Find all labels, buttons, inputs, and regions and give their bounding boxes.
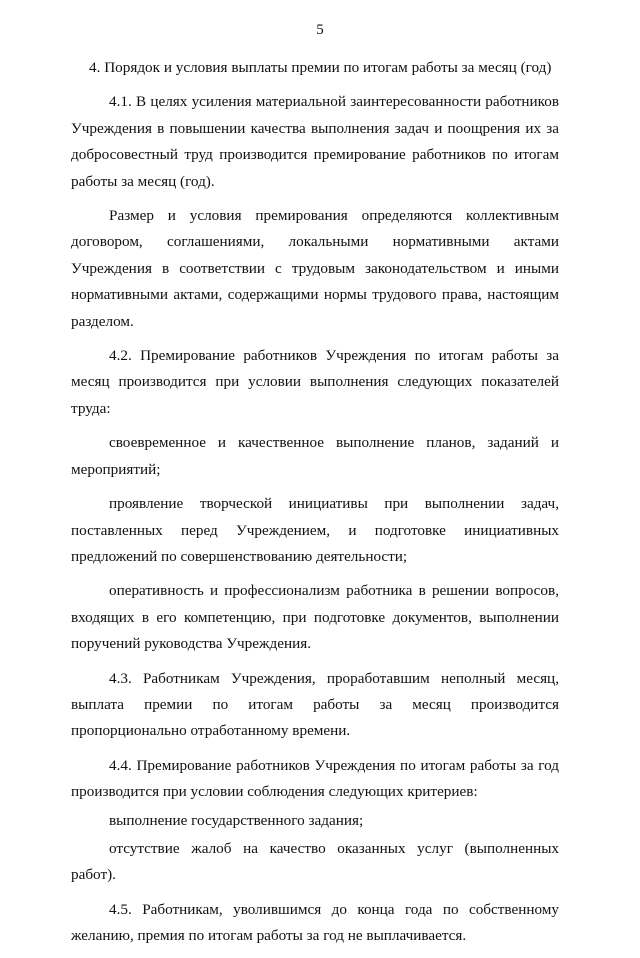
criteria-item-initiative: проявление творческой инициативы при выполнении задач, поставленных перед Учреждением, и подготовке инициативных предложений по совершенствованию деятельности; <box>71 495 559 565</box>
criteria-item-state-task: выполнение государственного задания; <box>109 811 364 829</box>
paragraph-4-4: 4.4. Премирование работников Учреждения по итогам работы за год производится при условии соблюдения следующих критериев: <box>71 756 559 801</box>
document-body <box>71 55 559 958</box>
criteria-item-plans: своевременное и качественное выполнение планов, заданий и мероприятий; <box>71 434 559 478</box>
paragraph-4-1: 4.1. В целях усиления материальной заинтересованности работников Учреждения в повышении качества выполнения задач и поощрения их за добросовестный труд производится премирование работников по итогам работы за месяц (год). <box>71 93 559 190</box>
paragraph-4-3: 4.3. Работникам Учреждения, проработавшим неполный месяц, выплата премии по итогам работы за месяц производится пропорционально отработанному времени. <box>71 669 559 740</box>
paragraph-4-2: 4.2. Премирование работников Учреждения по итогам работы за месяц производится при условии выполнения следующих показателей труда: <box>71 347 559 417</box>
section-heading: 4. Порядок и условия выплаты премии по итогам работы за месяц (год) <box>89 59 552 76</box>
criteria-item-no-complaints: отсутствие жалоб на качество оказанных услуг (выполненных работ). <box>71 839 559 884</box>
page-number: 5 <box>316 22 324 38</box>
paragraph-premium-terms: Размер и условия премирования определяются коллективным договором, соглашениями, локальными нормативными актами Учреждения в соответствии с трудовым законодательством и иными нормативными актами, содержащими нормы трудового права, настоящим разделом. <box>71 207 559 330</box>
criteria-item-professionalism: оперативность и профессионализм работника в решении вопросов, входящих в его компетенцию, при подготовке документов, выполнении поручений руководства Учреждения. <box>71 582 559 653</box>
paragraph-4-5: 4.5. Работникам, уволившимся до конца года по собственному желанию, премия по итогам работы за год не выплачивается. <box>71 900 559 945</box>
